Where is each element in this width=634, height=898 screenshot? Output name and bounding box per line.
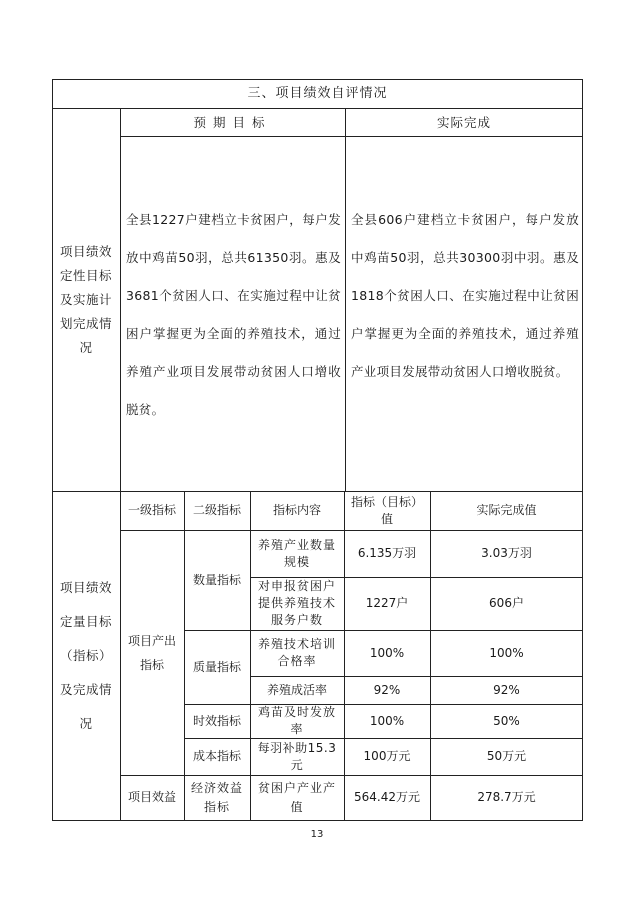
table-row-7-content bbox=[250, 775, 344, 820]
row-5-content-text: 鸡苗及时发放率 bbox=[257, 705, 336, 736]
actual-completion-text: 全县606户建档立卡贫困户，每户发放中鸡苗50羽，总共30300羽中羽。惠及1818个贫困人口、在实施过程中让贫困户掌握更为全面的养殖技术，通过养殖产业项目发展带动贫困人口增收脱贫。 bbox=[351, 212, 579, 379]
quantitative-section-label bbox=[52, 491, 120, 820]
level2-timeliness: 时效指标 bbox=[192, 713, 241, 728]
level1-project-output bbox=[120, 530, 184, 775]
level2-economic bbox=[184, 775, 250, 820]
level2-cost: 成本指标 bbox=[192, 749, 241, 763]
row-7-actual: 278.7万元 bbox=[477, 790, 536, 804]
qualitative-section-label-text: 项目绩效定性目标及实施计划完成情况 bbox=[60, 243, 113, 355]
row-2-content-text: 对申报贫困户提供养殖技术服务户数 bbox=[257, 579, 336, 627]
row-4-actual: 92% bbox=[493, 682, 520, 697]
table-row-5-content bbox=[250, 704, 344, 738]
table-row-3-content bbox=[250, 630, 344, 676]
row-7-content-text: 贫困户产业产值 bbox=[257, 780, 336, 814]
actual-completion-header: 实际完成 bbox=[436, 114, 491, 130]
level1-project-output-text: 项目产出指标 bbox=[127, 633, 176, 672]
table-row-6-content bbox=[250, 738, 344, 775]
rule bbox=[52, 820, 583, 821]
row-6-actual: 50万元 bbox=[486, 749, 527, 763]
level1-project-benefit: 项目效益 bbox=[127, 790, 176, 804]
row-1-target: 6.135万羽 bbox=[357, 546, 417, 560]
col-header-content: 指标内容 bbox=[272, 503, 321, 517]
row-6-content-text: 每羽补助15.3元 bbox=[257, 740, 337, 772]
table-row-1-content bbox=[250, 530, 344, 577]
col-header-actual: 实际完成值 bbox=[476, 503, 537, 517]
col-header-target-text: 指标（目标）值 bbox=[350, 494, 423, 526]
level2-economic-text: 经济效益指标 bbox=[190, 780, 243, 814]
expected-goal-text: 全县1227户建档立卡贫困户，每户发放中鸡苗50羽，总共61350羽。惠及3681个贫困人口、在实施过程中让贫困户掌握更为全面的养殖技术，通过养殖产业项目发展带动贫困人口增收脱贫。 bbox=[126, 212, 341, 417]
expected-goal-header: 预期目标 bbox=[193, 114, 272, 130]
row-5-actual: 50% bbox=[493, 713, 520, 728]
row-5-target: 100% bbox=[369, 713, 405, 728]
quantitative-section-label-text: 项目绩效定量目标（指标）及完成情况 bbox=[59, 579, 112, 731]
table-title: 三、项目绩效自评情况 bbox=[247, 86, 388, 101]
row-3-actual: 100% bbox=[489, 645, 524, 660]
col-header-level1: 一级指标 bbox=[127, 503, 176, 517]
row-1-actual: 3.03万羽 bbox=[481, 546, 532, 560]
row-2-actual: 606户 bbox=[489, 596, 524, 610]
row-3-target: 100% bbox=[369, 645, 405, 660]
row-7-target: 564.42万元 bbox=[354, 790, 420, 804]
row-3-content-text: 养殖技术培训合格率 bbox=[257, 637, 336, 668]
row-1-content-text: 养殖产业数量规模 bbox=[257, 537, 336, 569]
row-2-target: 1227户 bbox=[365, 596, 409, 610]
qualitative-section-label bbox=[52, 108, 120, 491]
page-number: 13 bbox=[310, 829, 324, 840]
col-header-level2: 二级指标 bbox=[192, 503, 241, 517]
level2-quality: 质量指标 bbox=[192, 659, 241, 674]
rule bbox=[120, 136, 583, 137]
table-row-2-content bbox=[250, 577, 344, 630]
row-4-target: 92% bbox=[373, 682, 401, 697]
rule bbox=[345, 108, 346, 492]
table-row-4-content: 养殖成活率 bbox=[266, 682, 327, 697]
col-header-target bbox=[344, 491, 430, 530]
row-6-target: 100万元 bbox=[363, 749, 411, 763]
level2-quantity: 数量指标 bbox=[192, 572, 241, 587]
